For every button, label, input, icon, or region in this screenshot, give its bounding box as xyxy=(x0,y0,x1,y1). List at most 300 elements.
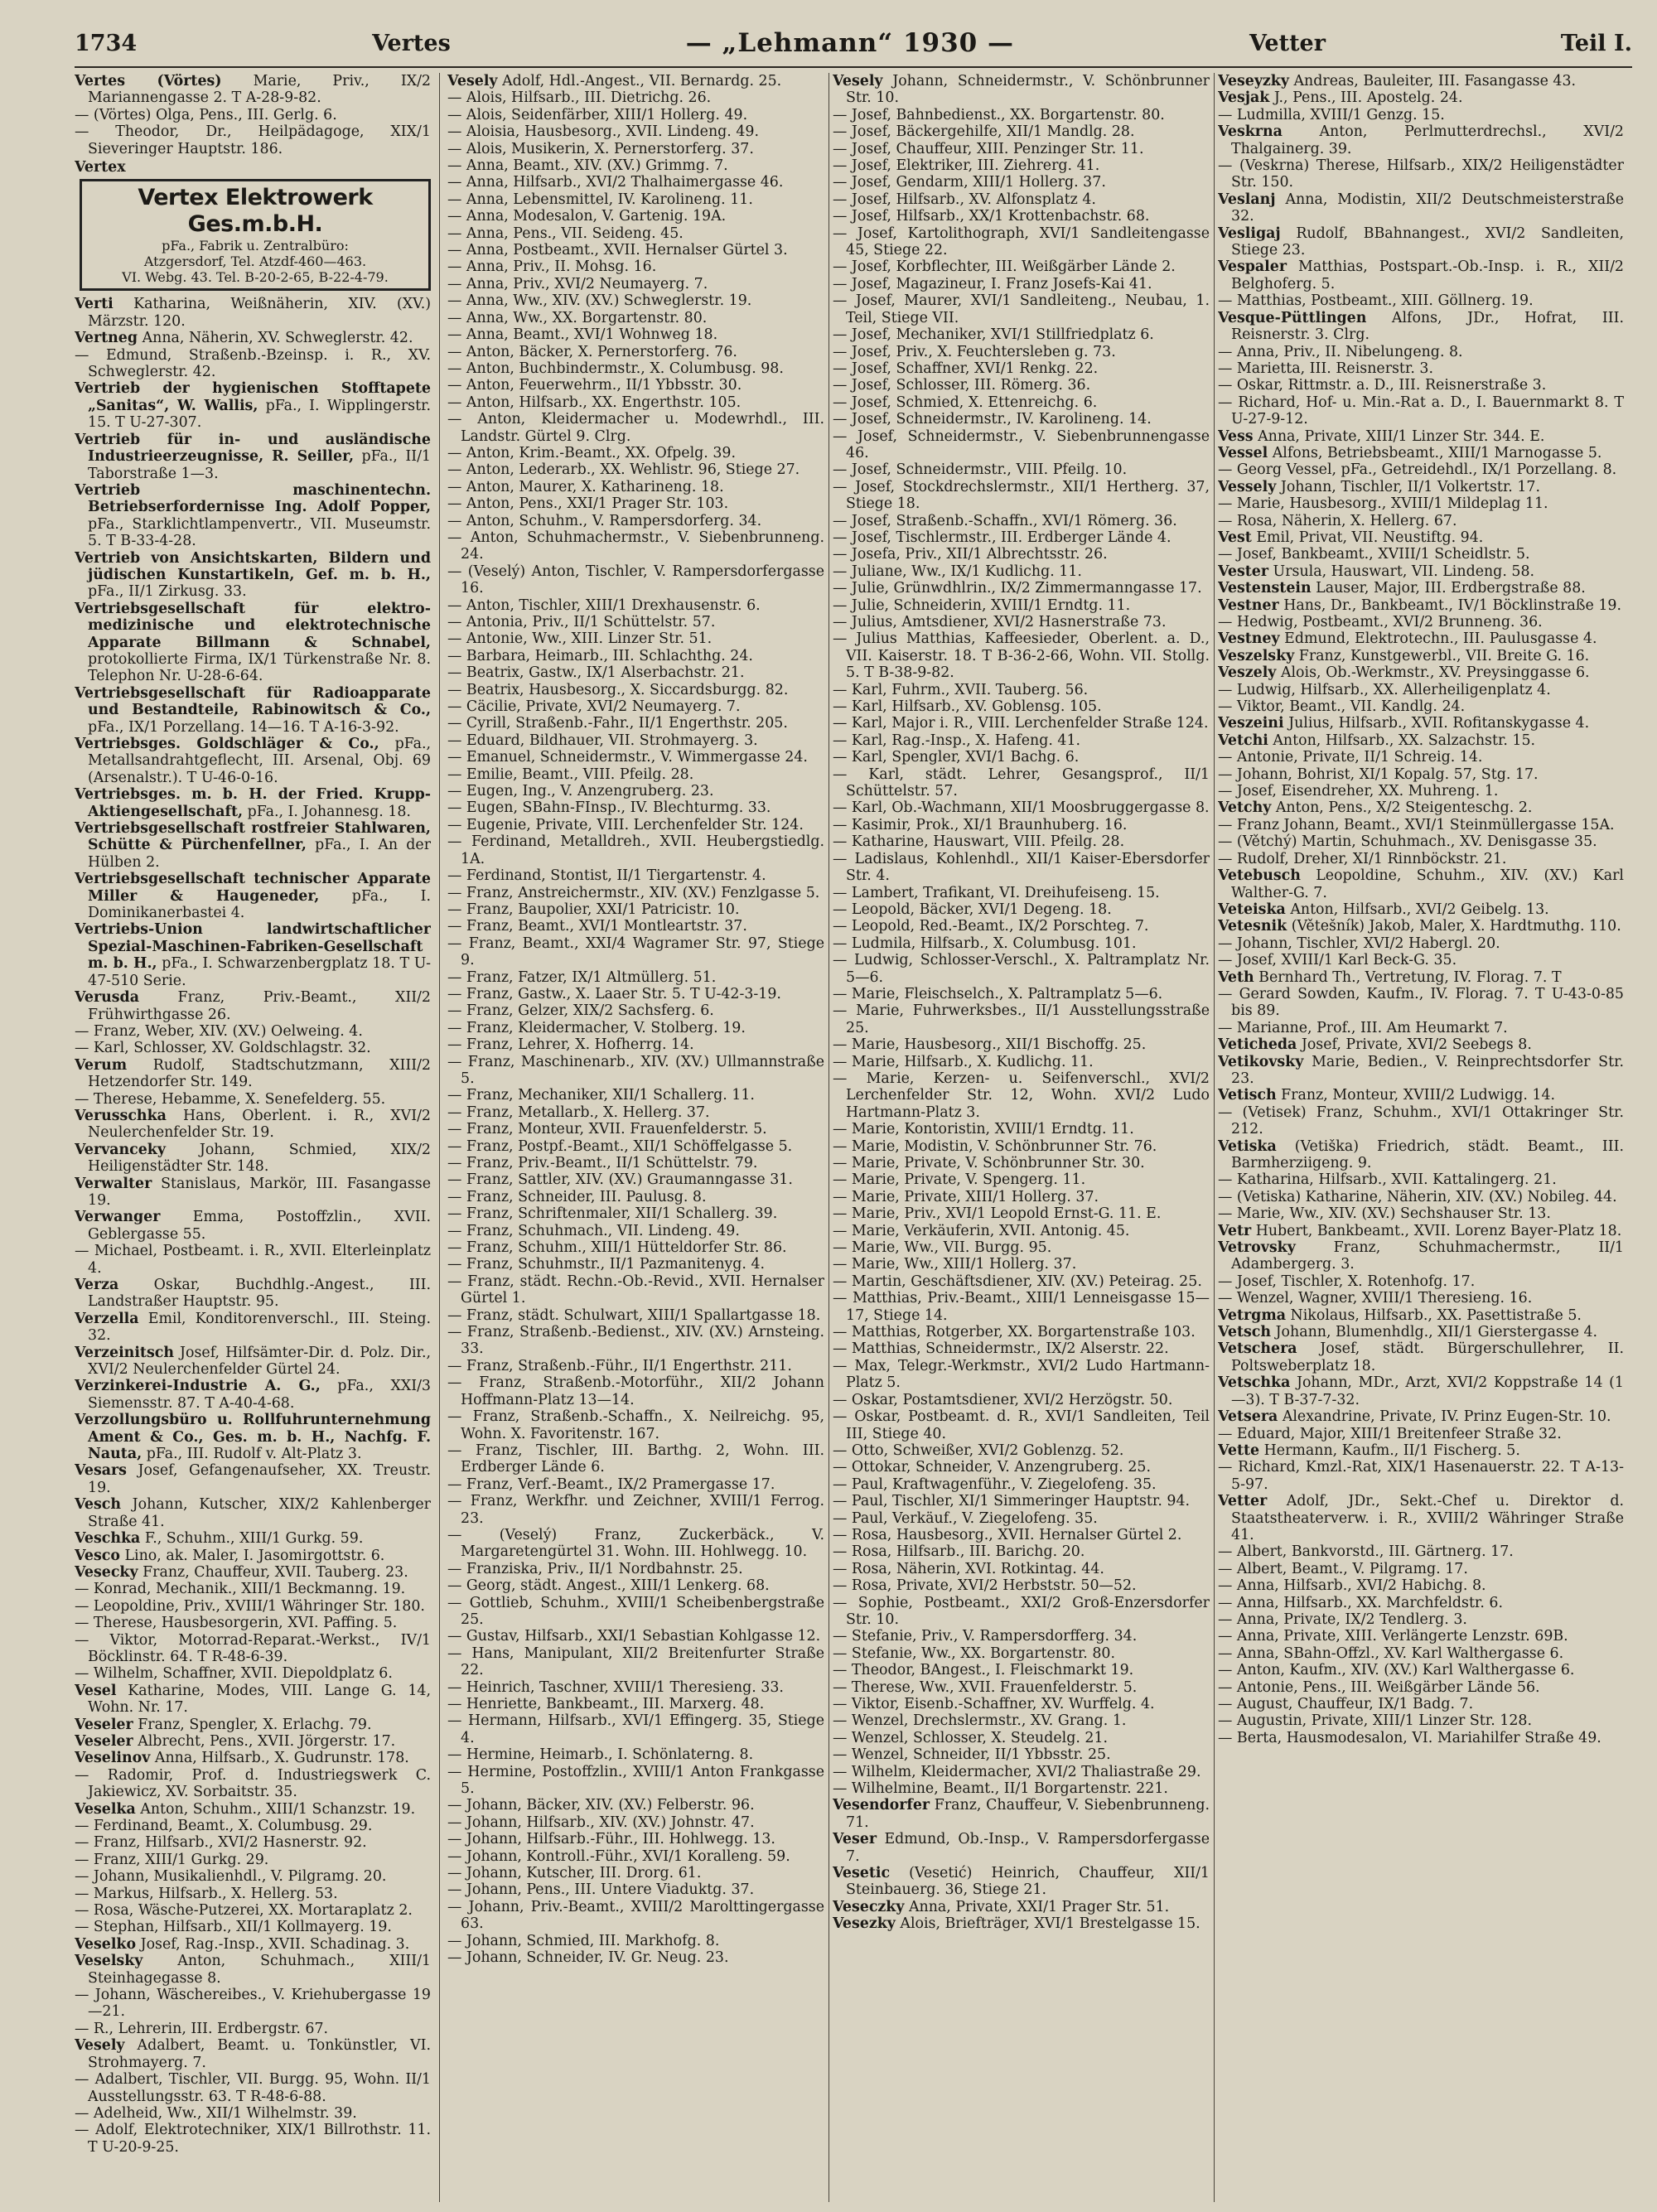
directory-entry xyxy=(833,1493,1210,1509)
page-number: 1734 xyxy=(75,30,138,56)
directory-entry xyxy=(447,258,824,275)
entry-details: — Josef, Stockdrechslermstr., XII/1 Hertherg. 37, Stiege 18. xyxy=(833,478,1210,513)
directory-entry xyxy=(447,1020,824,1036)
directory-entry xyxy=(447,344,824,360)
entry-details: — Wenzel, Drechslermstr., XV. Grang. 1. xyxy=(833,1712,1127,1730)
directory-entry xyxy=(447,141,824,157)
directory-entry xyxy=(447,901,824,918)
entry-surname: Vess xyxy=(1218,427,1254,445)
entry-details: Anton, Schuhmach., XIII/1 Steinhagegasse 8. xyxy=(88,1953,431,1987)
directory-entry xyxy=(833,799,1210,816)
entry-surname: Vester xyxy=(1218,563,1269,580)
directory-entry xyxy=(447,1645,824,1679)
entry-details: — Theodor, Dr., Heilpädagoge, XIX/1 Sieveringer Hauptstr. 186. xyxy=(75,123,431,157)
entry-surname: Vetr xyxy=(1218,1222,1252,1239)
entry-surname: Veticheda xyxy=(1218,1036,1297,1054)
directory-entry xyxy=(447,1899,824,1933)
entry-surname: Vesco xyxy=(75,1547,120,1564)
entry-details: — Franz, Gelzer, XIX/2 Sachsferg. 6. xyxy=(447,1002,714,1020)
directory-entry xyxy=(1218,1307,1624,1324)
entry-details: — Matthias, Schneidermstr., IX/2 Alserstr. 22. xyxy=(833,1340,1169,1358)
directory-entry xyxy=(447,479,824,495)
entry-surname: Veszelsky xyxy=(1218,647,1295,664)
entry-details: — Martin, Geschäftsdiener, XIV. (XV.) Peteirag. 25. xyxy=(833,1273,1202,1290)
entry-details: Bernhard Th., Vertretung, IV. Florag. 7. T xyxy=(1258,968,1562,986)
entry-details: Anna, Private, XXI/1 Prager Str. 51. xyxy=(908,1898,1170,1915)
directory-entry xyxy=(447,1577,824,1594)
entry-details: — Marie, Private, V. Schönbrunner Str. 30. xyxy=(833,1155,1145,1171)
entry-details: — Ferdinand, Metalldreh., XVII. Heubergstiedlg. 1A. xyxy=(447,833,824,867)
entry-details: pFa., XXI/3 Siemensstr. 87. T A-40-4-68. xyxy=(88,1378,431,1412)
entry-details: — Anna, Modesalon, V. Gartenig. 19A. xyxy=(447,208,727,225)
entry-details: — Karl, Rag.-Insp., X. Hafeng. 41. xyxy=(833,732,1081,749)
directory-entry xyxy=(75,1750,431,1766)
directory-entry xyxy=(1218,73,1624,89)
directory-entry xyxy=(1218,682,1624,698)
entry-details: — Eugen, SBahn-FInsp., IV. Blechturmg. 33. xyxy=(447,799,771,817)
entry-details: — Franz, Priv.-Beamt., II/1 Schüttelstr. 79. xyxy=(447,1155,758,1171)
directory-entry xyxy=(75,1023,431,1040)
entry-surname: Vetiska xyxy=(1218,1137,1277,1155)
directory-entry xyxy=(833,1543,1210,1560)
directory-entry xyxy=(833,698,1210,715)
directory-entry xyxy=(75,1091,431,1108)
entry-surname: Vesely xyxy=(833,73,883,89)
directory-entry xyxy=(833,1290,1210,1324)
entry-details: — Matthias, Priv.-Beamt., XIII/1 Lenneisgasse 15—17, Stiege 14. xyxy=(833,1290,1210,1324)
entry-details: — Karl, Hilfsarb., XV. Goblensg. 105. xyxy=(833,698,1102,716)
entry-details: — Rosa, Private, XVI/2 Herbststr. 50—52. xyxy=(833,1577,1137,1595)
entry-details: — Juliane, Ww., IX/1 Kudlichg. 11. xyxy=(833,563,1082,580)
entry-surname: Vervanceky xyxy=(75,1141,166,1158)
directory-entry xyxy=(1218,495,1624,512)
directory-entry xyxy=(833,1510,1210,1527)
entry-details: — Franz, Beamt., XXI/4 Wagramer Str. 97, Stiege 9. xyxy=(447,935,824,969)
entry-surname: Veseczky xyxy=(833,1898,905,1915)
entry-details: Josef, Hilfsämter-Dir. d. Polz. Dir., XVI/2 Neulerchenfelder Gürtel 24. xyxy=(88,1344,431,1379)
directory-entry xyxy=(833,1561,1210,1577)
entry-surname: Vestner xyxy=(1218,596,1279,614)
entry-details: — Wenzel, Wagner, XVIII/1 Theresieng. 16. xyxy=(1218,1290,1533,1307)
entry-surname: Vetschera xyxy=(1218,1340,1297,1358)
entry-details: — Anton, Bäcker, X. Pernerstorferg. 76. xyxy=(447,343,737,360)
entry-details: — Anna, Private, XIII. Verlängerte Lenzstr. 69B. xyxy=(1218,1628,1568,1645)
directory-entry xyxy=(75,1665,431,1682)
entry-surname: Vertrieb für in- und ausländische Industrieerzeugnisse, R. Seiller, xyxy=(75,431,431,466)
directory-entry xyxy=(75,123,431,157)
part-label: Teil I. xyxy=(1560,30,1632,56)
directory-entry xyxy=(833,292,1210,326)
entry-details: — Marie, Fuhrwerksbes., II/1 Ausstellungsstraße 25. xyxy=(833,1002,1210,1036)
entry-details: — (Veskrna) Therese, Hilfsarb., XIX/2 Heiligenstädter Str. 150. xyxy=(1218,157,1624,191)
entry-details: — Anton, Lederarb., XX. Wehlistr. 96, Stiege 27. xyxy=(447,461,800,479)
entry-details: — Josef, Maurer, XVI/1 Sandleiteng., Neubau, 1. Teil, Stiege VII. xyxy=(833,292,1210,326)
directory-entry xyxy=(1218,292,1624,309)
entry-details: — Rosa, Näherin, XVI. Rotkintag. 44. xyxy=(833,1560,1104,1577)
directory-entry xyxy=(447,1831,824,1847)
entry-details: — Franz, Verf.-Beamt., IX/2 Pramergasse 17. xyxy=(447,1475,775,1493)
entry-details: — Anna, Beamt., XIV. (XV.) Grimmg. 7. xyxy=(447,157,728,175)
directory-entry xyxy=(1218,1138,1624,1172)
directory-entry xyxy=(447,1205,824,1222)
entry-details: — Josef, Magazineur, I. Franz Josefs-Kai 41. xyxy=(833,275,1152,292)
directory-entry xyxy=(75,1462,431,1496)
directory-entry xyxy=(447,225,824,242)
entry-surname: Verum xyxy=(75,1056,128,1074)
entry-surname: Veseler xyxy=(75,1732,133,1750)
entry-details: — Franz, Straßenb.-Führ., II/1 Engerthstr. 211. xyxy=(447,1357,792,1374)
entry-details: — (Větchý) Martin, Schuhmach., XV. Denisgasse 35. xyxy=(1218,833,1597,851)
advertisement-line: Atzgersdorf, Tel. Atzdf-460—463. xyxy=(143,254,367,270)
entry-surname: Verwalter xyxy=(75,1175,152,1192)
entry-details: Albrecht, Pens., XVII. Jörgerstr. 17. xyxy=(138,1732,396,1750)
directory-entry xyxy=(75,2071,431,2105)
column-2 xyxy=(447,73,824,2202)
entry-details: — Johann, Pens., III. Untere Viaduktg. 37. xyxy=(447,1881,755,1899)
left-guide-word: Vertes xyxy=(372,30,451,56)
entry-details: Julius, Hilfsarb., XVII. Rofitanskygasse 4. xyxy=(1288,715,1590,732)
section-heading: Vertex xyxy=(75,159,126,176)
entry-surname: Verzollungsbüro u. Rollfuhrunternehmung Ament & Co., Ges. m. b. H., Nachfg. F. Nauta, xyxy=(75,1412,431,1463)
directory-entry xyxy=(447,310,824,326)
directory-entry xyxy=(1218,1324,1624,1340)
directory-entry xyxy=(75,347,431,381)
entry-surname: Vesel xyxy=(75,1682,117,1699)
page-header xyxy=(75,25,1632,61)
entry-details: — Wilhelmine, Beamt., II/1 Borgartenstr. 221. xyxy=(833,1780,1168,1798)
directory-entry xyxy=(75,107,431,123)
directory-entry xyxy=(75,1936,431,1953)
entry-details: — Therese, Ww., XVII. Frauenfelderstr. 5. xyxy=(833,1678,1138,1696)
entry-details: — Johann, Musikalienhdl., V. Pilgramg. 20. xyxy=(75,1868,387,1886)
entry-details: pFa., III. Rudolf v. Alt-Platz 3. xyxy=(146,1446,362,1463)
entry-details: — Anna, Lebensmittel, IV. Karolineng. 11. xyxy=(447,191,753,208)
directory-entry xyxy=(447,123,824,140)
entry-details: — Franz, Straßenb.-Bedienst., XIV. (XV.) Arnsteing. 33. xyxy=(447,1324,824,1358)
entry-details: Edmund, Ob.-Insp., V. Rampersdorfergasse 7. xyxy=(846,1831,1210,1865)
entry-details: — Anna, Hilfsarb., XVI/2 Thalhaimergasse 46. xyxy=(447,174,784,191)
directory-entry xyxy=(833,1628,1210,1645)
entry-surname: Vetchi xyxy=(1218,732,1268,749)
entry-details: — Marianne, Prof., III. Am Heumarkt 7. xyxy=(1218,1019,1508,1036)
entry-details: — Marie, Private, XIII/1 Hollerg. 37. xyxy=(833,1188,1099,1205)
entry-surname: Vette xyxy=(1218,1442,1260,1459)
directory-entry xyxy=(1218,1712,1624,1729)
directory-entry xyxy=(833,529,1210,546)
entry-details: Franz, Monteur, XVIII/2 Ludwigg. 14. xyxy=(1281,1087,1556,1104)
entry-details: — Oskar, Postamtsdiener, XVI/2 Herzögstr. 50. xyxy=(833,1391,1173,1408)
entry-details: — Anna, Beamt., XVI/1 Wohnweg 18. xyxy=(447,326,718,344)
entry-details: — Richard, Hof- u. Min.-Rat a. D., I. Bauernmarkt 8. T U-27-9-12. xyxy=(1218,394,1624,428)
directory-entry xyxy=(75,1801,431,1818)
directory-entry xyxy=(1218,1036,1624,1053)
directory-entry xyxy=(1218,123,1624,157)
entry-details: Johann, MDr., Arzt, XVI/2 Koppstraße 14 (1—3). T B-37-7-32. xyxy=(1231,1374,1624,1408)
directory-entry xyxy=(1218,1205,1624,1222)
entry-surname: Verzella xyxy=(75,1310,139,1327)
entry-details: Leopoldine, Schuhm., XIV. (XV.) Karl Walther-G. 7. xyxy=(1231,867,1624,901)
entry-details: — Otto, Schweißer, XVI/2 Goblenzg. 52. xyxy=(833,1442,1124,1459)
entry-details: Anton, Perlmutterdrechsl., XVI/2 Thalgainerg. 39. xyxy=(1231,123,1624,157)
entry-details: — Franz, Schuhm., XIII/1 Hütteldorfer Str. 86. xyxy=(447,1239,787,1257)
entry-details: Josef, Gefangenaufseher, XX. Treustr. 19. xyxy=(88,1462,431,1496)
directory-title: — „Lehmann“ 1930 — xyxy=(685,28,1015,58)
directory-entry xyxy=(833,1223,1210,1239)
directory-entry xyxy=(75,601,431,685)
entry-details: — Leopold, Red.-Beamt., IX/2 Porschteg. 7. xyxy=(833,918,1149,935)
entry-details: — Antonie, Ww., XIII. Linzer Str. 51. xyxy=(447,630,713,648)
entry-details: — Franz, Weber, XIV. (XV.) Oelweing. 4. xyxy=(75,1022,363,1040)
directory-entry xyxy=(447,1712,824,1746)
directory-entry xyxy=(1218,1290,1624,1306)
entry-details: — Rosa, Hausbesorg., XVII. Hernalser Gürtel 2. xyxy=(833,1526,1182,1543)
directory-entry xyxy=(447,918,824,935)
directory-entry xyxy=(833,225,1210,259)
entry-details: — Ludwig, Schlosser-Verschl., X. Paltramplatz Nr. 5—6. xyxy=(833,952,1210,986)
directory-entry xyxy=(833,1712,1210,1729)
entry-details: — Karl, Spengler, XVI/1 Bachg. 6. xyxy=(833,749,1080,766)
directory-entry xyxy=(1218,1730,1624,1746)
directory-entry xyxy=(833,1797,1210,1831)
directory-entry xyxy=(447,630,824,647)
directory-entry xyxy=(75,1564,431,1581)
directory-entry xyxy=(1218,1696,1624,1712)
directory-entry xyxy=(1218,1611,1624,1628)
directory-entry xyxy=(75,1683,431,1717)
entry-surname: Veth xyxy=(1218,968,1254,986)
entry-details: — Franz, Beamt., XVI/1 Montleartstr. 37. xyxy=(447,918,747,935)
entry-details: — Anton, Kleidermacher u. Modewrhdl., III. Landstr. Gürtel 9. Clrg. xyxy=(447,411,824,445)
entry-details: — Josef, Schaffner, XVI/1 Renkg. 22. xyxy=(833,360,1099,377)
directory-entry xyxy=(833,1189,1210,1205)
entry-details: — Wilhelm, Kleidermacher, XVI/2 Thaliastraße 29. xyxy=(833,1763,1201,1780)
directory-entry xyxy=(833,732,1210,749)
directory-entry xyxy=(75,1277,431,1311)
entry-details: — Franz, Hilfsarb., XVI/2 Hasnerstr. 92. xyxy=(75,1834,367,1852)
entry-details: — Anton, Buchbindermstr., X. Columbusg. 98. xyxy=(447,360,784,377)
entry-details: — Berta, Hausmodesalon, VI. Mariahilfer Straße 49. xyxy=(1218,1729,1601,1746)
directory-entry xyxy=(75,1886,431,1902)
entry-surname: Vest xyxy=(1218,529,1252,546)
directory-entry xyxy=(833,326,1210,343)
entry-surname: Veseyzky xyxy=(1218,73,1289,89)
entry-details: — Julius, Amtsdiener, XVI/2 Hasnerstraße 73. xyxy=(833,614,1167,630)
directory-entry xyxy=(1218,1374,1624,1408)
directory-entry xyxy=(447,1865,824,1881)
entry-details: — Adalbert, Tischler, VII. Burgg. 95, Wohn. II/1 Ausstellungsstr. 63. T R-48-6-88. xyxy=(75,2071,431,2105)
directory-entry xyxy=(447,157,824,174)
entry-details: — Markus, Hilfsarb., X. Hellerg. 53. xyxy=(75,1885,338,1902)
directory-entry xyxy=(447,411,824,445)
entry-details: — Hermine, Postoffzlin., XVIII/1 Anton Frankgasse 5. xyxy=(447,1763,824,1798)
directory-entry xyxy=(1218,1054,1624,1088)
entry-details: — Gottlieb, Schuhm., XVIII/1 Scheibenbergstraße 25. xyxy=(447,1594,824,1628)
directory-entry xyxy=(75,1717,431,1733)
entry-details: Lino, ak. Maler, I. Jasomirgottstr. 6. xyxy=(124,1547,385,1564)
directory-entry xyxy=(447,698,824,715)
entry-surname: Vertrieb von Ansichtskarten, Bildern und jüdischen Kunstartikeln, Gef. m. b. H., xyxy=(75,549,431,583)
entry-details: Josef, Private, XVI/2 Seebegs 8. xyxy=(1301,1036,1532,1054)
entry-surname: Veselka xyxy=(75,1800,136,1818)
entry-details: — Gustav, Hilfsarb., XXI/1 Sebastian Kohlgasse 12. xyxy=(447,1628,821,1645)
directory-entry xyxy=(75,1733,431,1750)
entry-details: — Julius Matthias, Kaffeesieder, Oberlent. a. D., VII. Kaiserstr. 18. T B-36-2-66, Wohn. VII. Stollg. 5. T B-38-9-82. xyxy=(833,630,1210,682)
entry-details: — Heinrich, Taschner, XVIII/1 Theresieng. 33. xyxy=(447,1678,784,1696)
directory-entry xyxy=(1218,851,1624,867)
directory-entry xyxy=(1218,1679,1624,1696)
entry-details: — Josef, Hilfsarb., XX/1 Krottenbachstr. 68. xyxy=(833,208,1150,225)
entry-surname: Veskrna xyxy=(1218,123,1283,141)
directory-entry xyxy=(1218,1426,1624,1442)
directory-entry xyxy=(833,1915,1210,1932)
entry-details: — Josef, Mechaniker, XVI/1 Stillfriedplatz 6. xyxy=(833,326,1154,344)
entry-details: Johann, Kutscher, XIX/2 Kahlenberger Straße 41. xyxy=(88,1496,431,1530)
directory-entry xyxy=(1218,1662,1624,1678)
directory-entry xyxy=(1218,732,1624,749)
directory-entry xyxy=(1218,1459,1624,1493)
entry-details: — Franz, XIII/1 Gurkg. 29. xyxy=(75,1851,269,1868)
directory-entry xyxy=(833,1865,1210,1899)
directory-entry xyxy=(833,1764,1210,1780)
directory-entry xyxy=(75,1243,431,1277)
directory-entry xyxy=(833,817,1210,833)
entry-details: Katharine, Modes, VIII. Lange G. 14, Wohn. Nr. 17. xyxy=(88,1682,431,1717)
entry-details: — Anton, Hilfsarb., XX. Engerthstr. 105. xyxy=(447,394,742,411)
entry-surname: Veser xyxy=(833,1831,877,1848)
entry-details: — Rosa, Näherin, X. Hellerg. 67. xyxy=(1218,512,1457,529)
entry-surname: Vesely xyxy=(75,2037,125,2055)
directory-entry xyxy=(447,1679,824,1696)
directory-entry xyxy=(447,817,824,833)
entry-details: — Paul, Kraftwagenführ., V. Ziegelofeng. 35. xyxy=(833,1475,1157,1493)
directory-entry xyxy=(833,1392,1210,1408)
directory-entry xyxy=(833,1696,1210,1712)
entry-details: — Josef, Chauffeur, XIII. Penzinger Str. 11. xyxy=(833,140,1144,157)
directory-entry xyxy=(447,1223,824,1239)
directory-entry xyxy=(833,1899,1210,1915)
entry-details: — Franz, städt. Schulwart, XIII/1 Spallartgasse 18. xyxy=(447,1306,821,1324)
entry-details: pFa., I. Wipplingerstr. 15. T U-27-307. xyxy=(88,397,431,432)
directory-entry xyxy=(75,1345,431,1379)
entry-details: — Eugenie, Private, VIII. Lerchenfelder Str. 124. xyxy=(447,816,804,833)
entry-details: — Marie, Verkäuferin, XVII. Antonig. 45. xyxy=(833,1222,1130,1239)
entry-details: Alfons, JDr., Hofrat, III. Reisnerstr. 3. Clrg. xyxy=(1231,309,1624,344)
directory-entry xyxy=(833,1324,1210,1340)
entry-details: — Josef, Schneidermstr., VIII. Pfeilg. 10. xyxy=(833,461,1128,479)
directory-entry xyxy=(447,1104,824,1121)
entry-details: — Karl, städt. Lehrer, Gesangsprof., II/1 Schüttelstr. 57. xyxy=(833,766,1210,800)
directory-entry xyxy=(1218,1442,1624,1459)
directory-entry xyxy=(833,1746,1210,1763)
directory-entry xyxy=(833,377,1210,394)
entry-details: Johann, Blumenhdlg., XII/1 Gierstergasse 4. xyxy=(1275,1324,1598,1341)
directory-entry xyxy=(447,513,824,529)
directory-entry xyxy=(1218,580,1624,596)
entry-details: — Josef, Schlosser, III. Römerg. 36. xyxy=(833,377,1091,394)
entry-surname: Vesque-Püttlingen xyxy=(1218,309,1367,326)
entry-details: — Anton, Pens., XXI/1 Prager Str. 103. xyxy=(447,495,729,513)
entry-details: Anna, Hilfsarb., X. Gudrunstr. 178. xyxy=(154,1750,409,1767)
directory-entry xyxy=(833,123,1210,140)
entry-details: Hermann, Kaufm., II/1 Fischerg. 5. xyxy=(1263,1442,1520,1459)
entry-details: — Rosa, Hilfsarb., III. Barichg. 20. xyxy=(833,1543,1085,1561)
directory-entry xyxy=(75,296,431,330)
directory-entry xyxy=(447,1273,824,1307)
entry-details: Franz, Priv.-Beamt., XII/2 Frühwirthgasse 26. xyxy=(88,989,431,1023)
entry-details: — Josef, Elektriker, III. Ziehrerg. 41. xyxy=(833,157,1100,175)
entry-surname: Veteiska xyxy=(1218,901,1286,918)
directory-entry xyxy=(833,479,1210,513)
entry-surname: Vetsch xyxy=(1218,1324,1272,1341)
directory-entry xyxy=(1218,1595,1624,1611)
entry-surname: Vesch xyxy=(75,1496,121,1514)
entry-details: — Johann, Kutscher, III. Drorg. 61. xyxy=(447,1865,702,1882)
entry-details: — Josef, Tischlermstr., III. Erdberger Lände 4. xyxy=(833,529,1171,546)
directory-entry xyxy=(1218,1561,1624,1577)
entry-details: — Leopoldine, Priv., XVIII/1 Währinger Str. 180. xyxy=(75,1597,425,1615)
directory-entry xyxy=(447,1239,824,1256)
directory-entry xyxy=(75,989,431,1023)
directory-entry xyxy=(833,918,1210,935)
entry-details: Franz, Kunstgewerbl., VII. Breite G. 16. xyxy=(1298,647,1590,664)
entry-details: — Anna, Priv., II. Mohsg. 16. xyxy=(447,258,657,276)
entry-details: Lauser, Major, III. Erdbergstraße 88. xyxy=(1316,580,1586,597)
directory-entry xyxy=(447,766,824,783)
directory-entry xyxy=(1218,394,1624,428)
entry-surname: Veszeini xyxy=(1218,715,1284,732)
entry-surname: Veschka xyxy=(75,1530,141,1548)
header-rule xyxy=(75,66,1632,68)
directory-entry xyxy=(833,935,1210,952)
directory-entry xyxy=(75,1057,431,1091)
entry-details: — Oskar, Rittmstr. a. D., III. Reisnerstraße 3. xyxy=(1218,377,1547,394)
directory-entry xyxy=(833,428,1210,462)
entry-details: — Franz, Postpf.-Beamt., XII/1 Schöffelgasse 5. xyxy=(447,1137,793,1155)
entry-details: — Anna, Pens., VII. Seideng. 45. xyxy=(447,225,684,242)
directory-entry xyxy=(447,1949,824,1966)
directory-entry xyxy=(447,1358,824,1374)
directory-entry xyxy=(447,1036,824,1053)
entry-surname: Veselko xyxy=(75,1935,137,1953)
entry-details: — Adolf, Elektrotechniker, XIX/1 Billrothstr. 11. T U-20-9-25. xyxy=(75,2122,431,2156)
directory-entry xyxy=(833,901,1210,918)
directory-entry xyxy=(833,73,1210,107)
entry-details: — Wenzel, Schneider, II/1 Ybbsstr. 25. xyxy=(833,1746,1111,1764)
directory-entry xyxy=(833,1138,1210,1155)
directory-entry xyxy=(75,550,431,601)
directory-entry xyxy=(833,1036,1210,1053)
directory-entry xyxy=(447,191,824,208)
entry-details: Nikolaus, Hilfsarb., XX. Pasettistraße 5. xyxy=(1290,1306,1582,1324)
directory-entry xyxy=(833,1730,1210,1746)
directory-entry xyxy=(75,1530,431,1547)
entry-details: — Franz, Tischler, III. Barthg. 2, Wohn. III. Erdberger Lände 6. xyxy=(447,1442,824,1476)
entry-details: — Anna, SBahn-Offzl., XV. Karl Walthergasse 6. xyxy=(1218,1645,1564,1662)
entry-details: — Josef, Hilfsarb., XV. Alfonsplatz 4. xyxy=(833,191,1096,208)
directory-entry xyxy=(833,394,1210,411)
entry-surname: Vetisch xyxy=(1218,1087,1277,1104)
directory-entry xyxy=(75,1834,431,1851)
entry-details: — Cyrill, Straßenb.-Fahr., II/1 Engerthstr. 205. xyxy=(447,715,788,732)
directory-entry xyxy=(447,1561,824,1577)
directory-entry xyxy=(75,330,431,346)
entry-details: — Franz Johann, Beamt., XVI/1 Steinmüllergasse 15A. xyxy=(1218,816,1615,833)
entry-details: — Anton, Krim.-Beamt., XX. Ofpelg. 39. xyxy=(447,444,736,461)
entry-details: Adalbert, Beamt. u. Tonkünstler, VI. Strohmayerg. 7. xyxy=(88,2037,431,2071)
entry-details: — Josefa, Priv., XII/1 Albrechtsstr. 26. xyxy=(833,546,1108,563)
directory-entry xyxy=(833,952,1210,986)
directory-entry xyxy=(447,1121,824,1137)
